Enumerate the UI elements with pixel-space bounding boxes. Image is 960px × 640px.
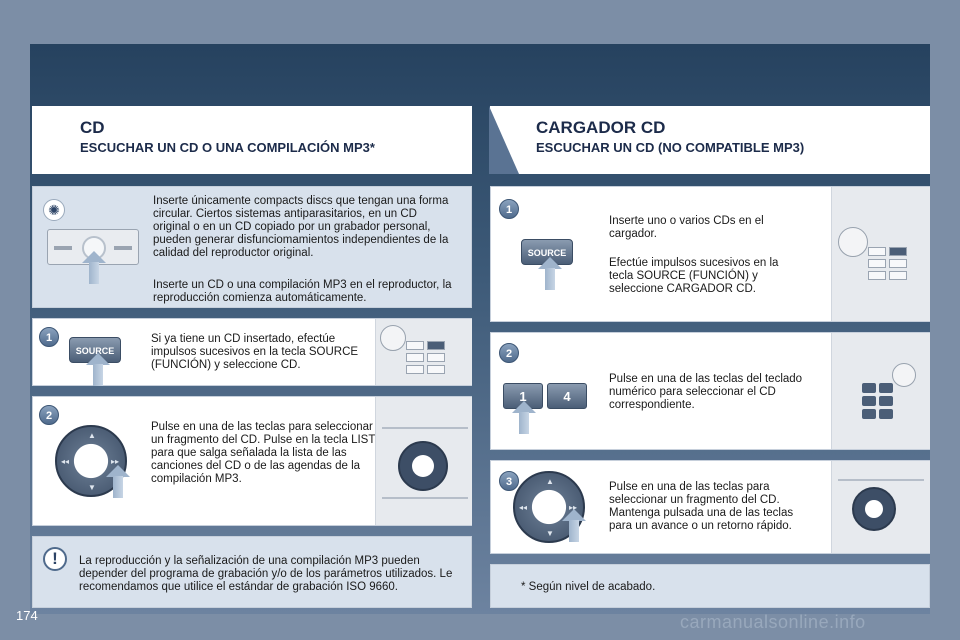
left-subtitle: ESCUCHAR UN CD O UNA COMPILACIÓN MP3* <box>80 140 375 155</box>
left-intro-p2: Inserte un CD o una compilación MP3 en el reproductor, la reproducción comienza automáticamente. <box>153 279 452 304</box>
left-step2-box <box>32 396 472 526</box>
right-step3-text: Pulse en una de las teclas para seleccionar un fragmento del CD. Mantenga pulsada una de las teclas para un avance o un retorno rápido. <box>609 481 794 532</box>
sun-icon: ✺ <box>43 199 65 221</box>
left-header <box>32 106 472 174</box>
right-title: CARGADOR CD <box>536 118 666 137</box>
step-badge: 2 <box>499 343 519 363</box>
step-badge: 3 <box>499 471 519 491</box>
left-intro-box <box>32 186 472 308</box>
watermark: carmanualsonline.info <box>680 612 866 632</box>
source-button[interactable]: SOURCE <box>521 239 573 265</box>
right-footnote-box <box>490 564 930 608</box>
arrow-up-icon <box>567 509 581 539</box>
right-step1-text-a: Inserte uno o varios CDs en el cargador. <box>609 215 764 240</box>
arrow-up-icon <box>543 257 557 287</box>
arrow-up-icon <box>517 401 531 431</box>
dpad-icon: ▲ ▼ ◂◂ ▸▸ <box>513 471 585 543</box>
number-key-4[interactable]: 4 <box>547 383 587 409</box>
page-number: 174 <box>16 608 38 623</box>
source-button[interactable]: SOURCE <box>69 337 121 363</box>
warning-icon: ! <box>43 547 67 571</box>
step-badge: 1 <box>39 327 59 347</box>
left-step2-text: Pulse en una de las teclas para seleccionar un fragmento del CD. Pulse en la tecla LIST para que salga señalada la lista de las canciones del CD o de las agendas de la compilación MP3. <box>151 421 376 485</box>
number-key-1[interactable]: 1 <box>503 383 543 409</box>
radio-panel-icon <box>375 319 472 385</box>
right-step1-box <box>490 186 930 322</box>
left-warning-text: La reproducción y la señalización de una compilación MP3 pueden depender del programa de grabación y/o de los parámetros utilizados. Le recomendamos que utilice el estándar de grabación ISO 9660. <box>79 555 453 593</box>
right-step2-text: Pulse en una de las teclas del teclado numérico para seleccionar el CD correspondiente. <box>609 373 803 411</box>
right-subtitle: ESCUCHAR UN CD (NO COMPATIBLE MP3) <box>536 140 805 155</box>
dpad-icon: ▲ ▼ ◂◂ ▸▸ <box>55 425 127 497</box>
arrow-up-icon <box>111 465 125 495</box>
footnote: * Según nivel de acabado. <box>521 581 656 593</box>
arrow-up-icon <box>91 353 105 383</box>
left-intro-p1: Inserte únicamente compacts discs que tengan una forma circular. Ciertos sistemas antiparasitarios, en un CD original o en un CD copiado por un grabador personal, pueden generar disfunciomamientos independientes de la calidad del reproductor original. <box>153 195 449 259</box>
step-badge: 2 <box>39 405 59 425</box>
right-header <box>490 106 930 174</box>
left-warning-box <box>32 536 472 608</box>
right-step1-text-b: Efectúe impulsos sucesivos en la tecla SOURCE (FUNCIÓN) y seleccione CARGADOR CD. <box>609 257 779 295</box>
right-step3-box <box>490 460 930 554</box>
radio-panel-icon <box>831 333 930 449</box>
left-step1-box <box>32 318 472 386</box>
right-step2-box <box>490 332 930 450</box>
arrow-up-icon <box>87 251 101 281</box>
left-title: CD <box>80 118 105 137</box>
step-badge: 1 <box>499 199 519 219</box>
left-step1-text: Si ya tiene un CD insertado, efectúe impulsos sucesivos en la tecla SOURCE (FUNCIÓN) y seleccione CD. <box>151 333 359 371</box>
radio-panel-icon <box>375 397 472 525</box>
radio-panel-icon <box>831 461 930 553</box>
radio-panel-icon <box>831 187 930 321</box>
